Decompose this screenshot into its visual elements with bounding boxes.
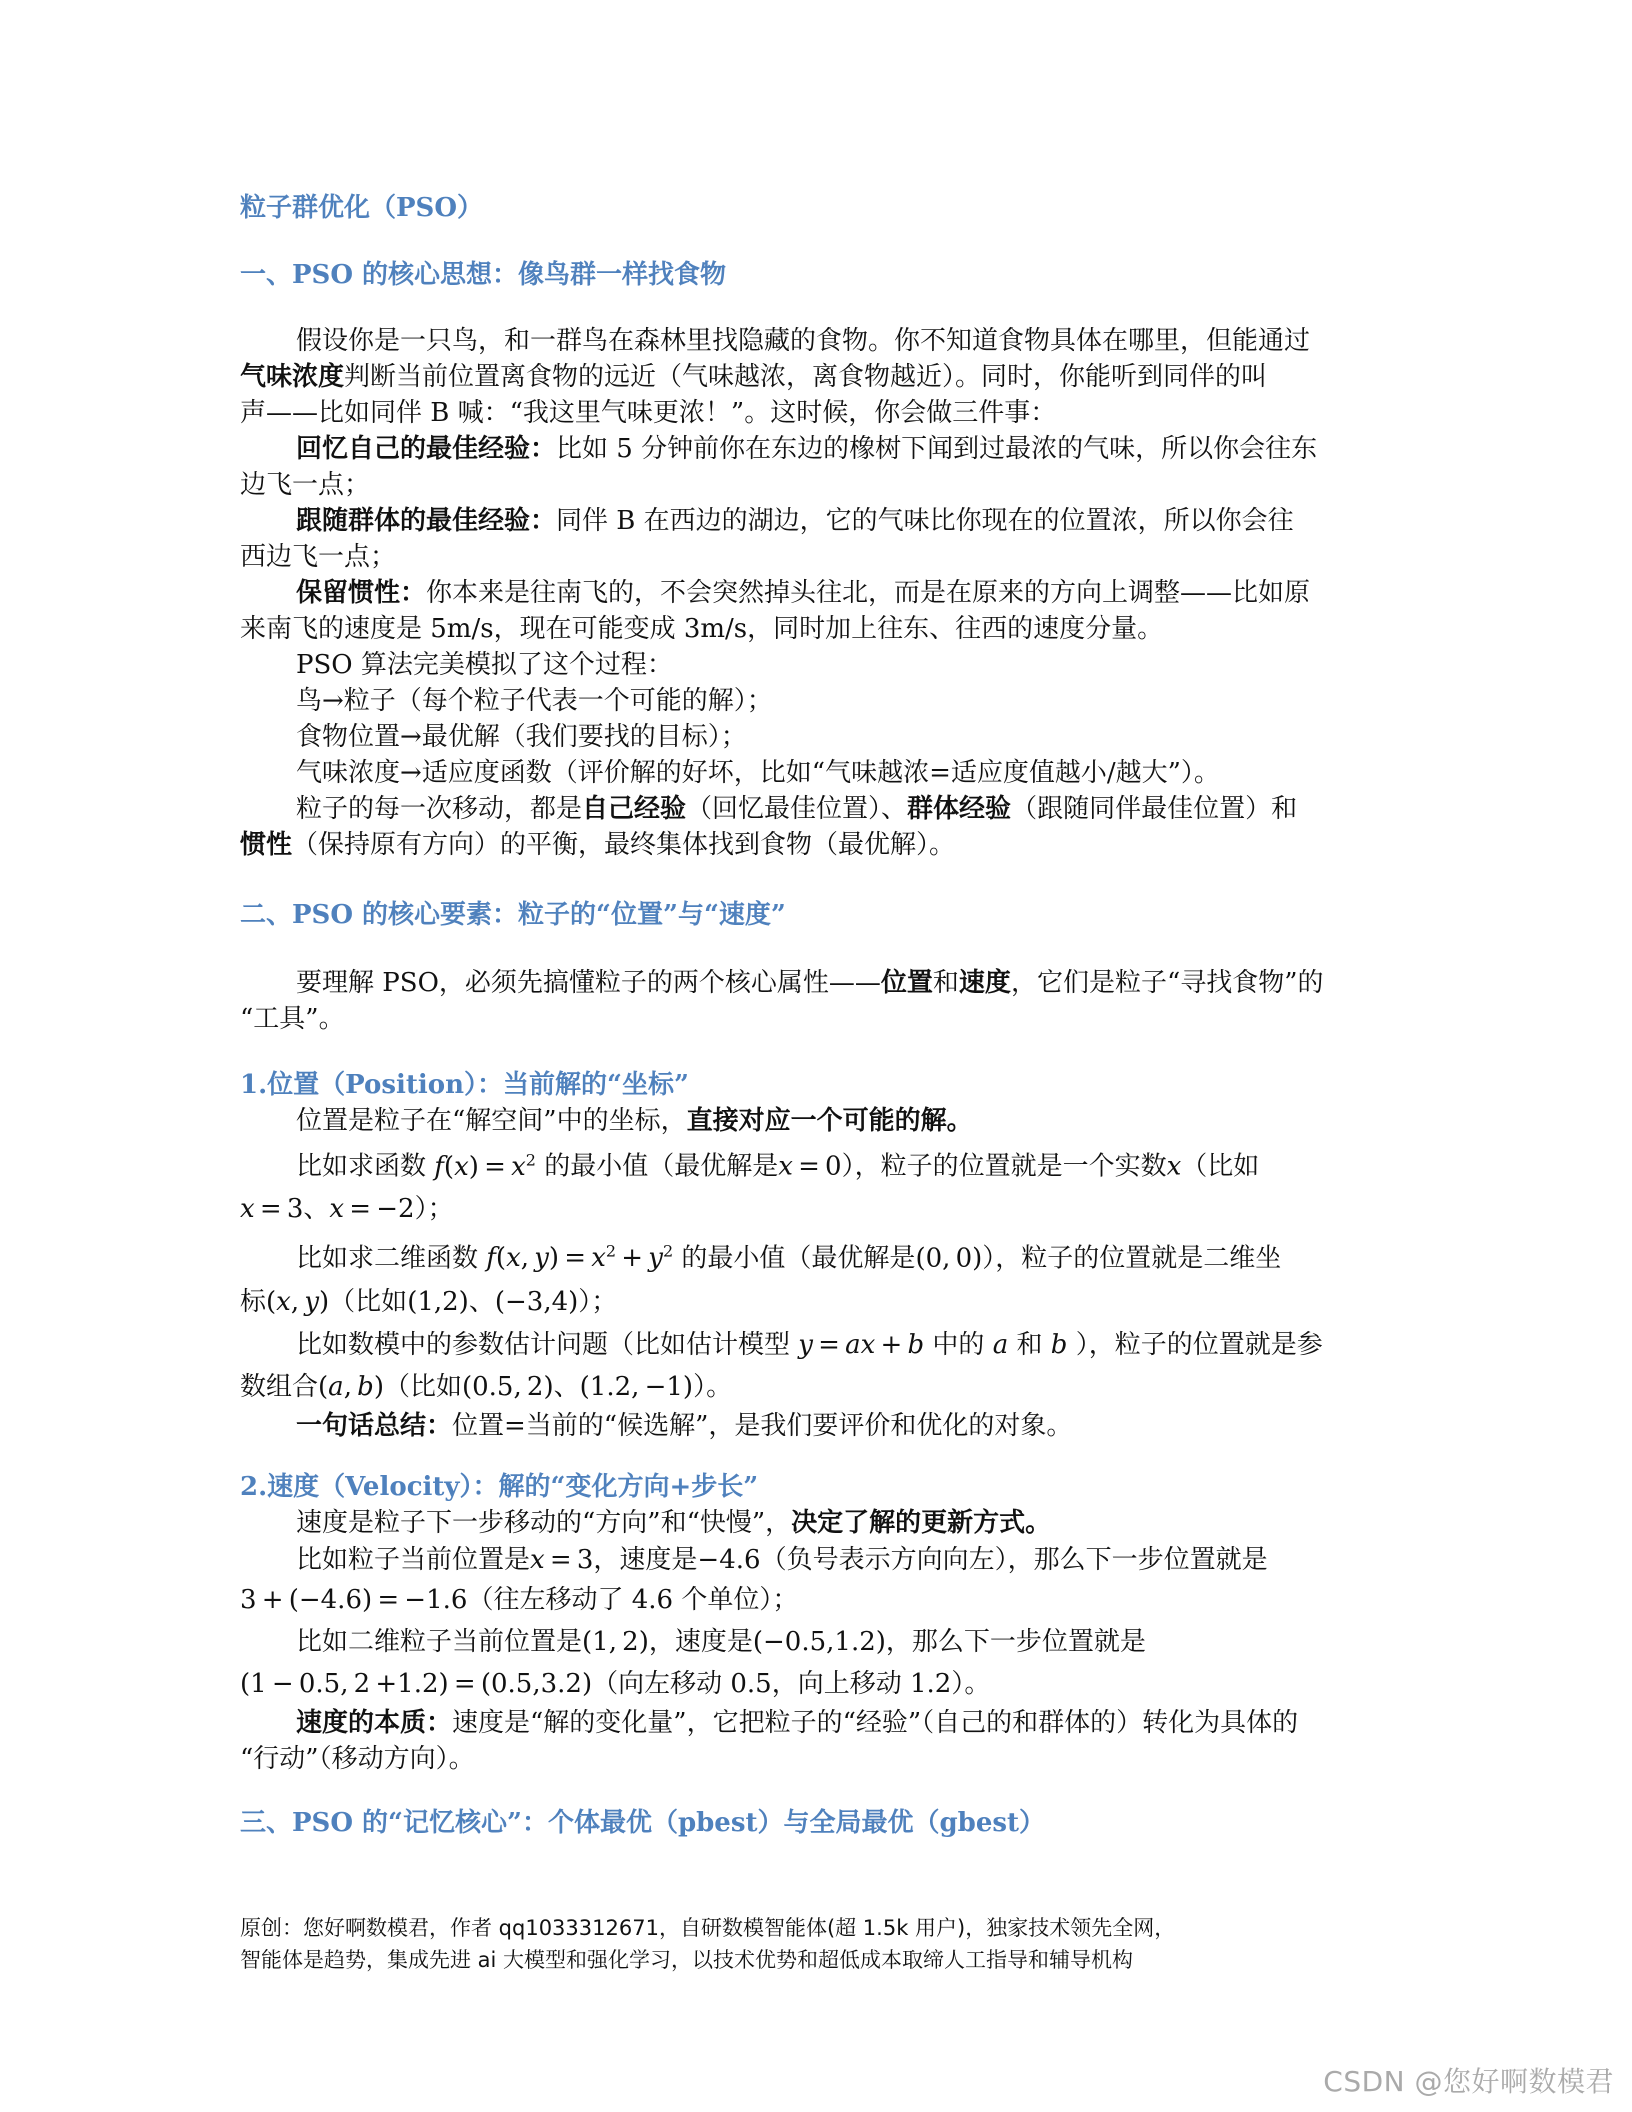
- pos-line-5: [240, 1280, 1392, 1324]
- item-1: [240, 431, 1392, 467]
- pos-3g: ）；: [578, 1287, 618, 1318]
- intro-line-3: 声——比如同伴 B 喊：“我这里气味更浓！”。这时候，你会做三件事：: [240, 398, 1057, 428]
- s2-intro-a: 要理解 PSO，必须先搞懂粒子的两个核心属性——: [296, 968, 881, 998]
- pos-2b: 的最小值（最优解是: [544, 1151, 779, 1182]
- s2-intro-line-1: [240, 965, 1392, 1001]
- item-3-cont: 来南飞的速度是 5m/s，现在可能变成 3m/s，同时加上往东、往西的速度分量。: [240, 614, 1164, 644]
- pos-1a: 位置是粒子在“解空间”中的坐标，: [296, 1106, 687, 1136]
- pos-line-2: [240, 1139, 1392, 1188]
- pos-3c: ），粒子的位置就是二维坐: [982, 1243, 1282, 1274]
- intro-line-2: [240, 359, 1392, 395]
- item-2-cont: 西边飞一点；: [240, 542, 397, 572]
- formula-vx3: x = 3: [530, 1545, 594, 1575]
- formula-ab: (a, b): [318, 1372, 384, 1403]
- mapping-2: 食物位置→最优解（我们要找的目标）；: [296, 722, 747, 752]
- pos-line-4: [240, 1230, 1392, 1281]
- formula-00: (0, 0): [915, 1243, 983, 1274]
- summary-cont: [240, 827, 1392, 863]
- vel-2b: ，速度是: [593, 1545, 698, 1575]
- footer-line-1: 原创：您好啊数模君，作者 qq1033312671，自研数模智能体(超 1.5k 用户)，独家技术领先全网，: [240, 1916, 1176, 1940]
- vel-2a: 比如粒子当前位置是: [296, 1545, 531, 1575]
- formula-x: x: [1166, 1151, 1182, 1182]
- pos-2f: ）；: [414, 1193, 454, 1224]
- pos-4f: （比如: [383, 1372, 462, 1403]
- formula-fx: $f(x) = x^2$: [434, 1150, 536, 1182]
- pos-4h: ）。: [693, 1372, 733, 1403]
- vel-3c: ，那么下一步位置就是: [885, 1627, 1146, 1657]
- formula-052: (0.5, 2): [461, 1372, 554, 1403]
- item-3: [240, 575, 1392, 611]
- vel-line-5: [240, 1663, 1392, 1705]
- pos-3a: 比如求二维函数: [296, 1243, 479, 1274]
- pos-4a: 比如数模中的参数估计问题（比如估计模型: [296, 1330, 791, 1361]
- item-1-text: 比如 5 分钟前你在东边的橡树下闻到过最浓的气味，所以你会往东: [556, 434, 1318, 464]
- item-2-label: 跟随群体的最佳经验：: [296, 506, 557, 536]
- section-1-heading: 一、PSO 的核心思想：像鸟群一样找食物: [240, 260, 727, 290]
- summary-bold-1: 自己经验: [582, 794, 687, 824]
- formula-m0512: (−0.5,1.2): [752, 1627, 886, 1657]
- section-2-intro: [240, 965, 1392, 1037]
- position-body: [240, 1103, 1392, 1444]
- item-1-cont: 边飞一点；: [240, 470, 371, 500]
- vel-line-4: [240, 1621, 1392, 1663]
- formula-m46: −4.6: [697, 1545, 761, 1575]
- pos-summary-text: 位置=当前的“候选解”，是我们要评价和优化的对象。: [452, 1411, 1073, 1442]
- s2-intro-line-2: “工具”。: [240, 1004, 345, 1034]
- vel-line-1: [240, 1505, 1392, 1541]
- s2-intro-bold-velocity: 速度: [958, 968, 1011, 998]
- item-2-text: 同伴 B 在西边的湖边，它的气味比你现在的位置浓，所以你会往: [556, 506, 1294, 536]
- pos-summary: [240, 1408, 1392, 1444]
- vel-1b: 决定了解的更新方式。: [791, 1508, 1052, 1538]
- formula-x3: x = 3: [240, 1193, 304, 1224]
- summary-bold-2: 群体经验: [907, 794, 1012, 824]
- formula-fxy: f(x, $y) = x^2 + y^2$: [486, 1241, 674, 1274]
- velocity-body: [240, 1505, 1392, 1777]
- formula-next: (1 − 0.5, 2 +1.2) = (0.5,3.2): [240, 1669, 593, 1699]
- summary-text-2: （回忆最佳位置）、: [686, 794, 908, 824]
- pos-4g: 、: [553, 1372, 580, 1403]
- s2-intro-c: ，它们是粒子“寻找食物”的: [1010, 968, 1324, 998]
- section-1-body: [240, 323, 1392, 863]
- formula-x-2: x = −2: [329, 1193, 415, 1224]
- summary-text-1: 粒子的每一次移动，都是: [296, 794, 583, 824]
- summary-text-3: （跟随同伴最佳位置）和: [1011, 794, 1298, 824]
- section-2-heading: 二、PSO 的核心要素：粒子的“位置”与“速度”: [240, 900, 786, 930]
- summary-line: [240, 791, 1392, 827]
- item-3-text: 你本来是往南飞的，不会突然掉头往北，而是在原来的方向上调整——比如原: [426, 578, 1311, 608]
- vel-3b: ，速度是: [648, 1627, 753, 1657]
- pos-2a: 比如求函数: [296, 1151, 427, 1182]
- pos-4b: 中的: [932, 1330, 985, 1361]
- summary-text-4: （保持原有方向）的平衡，最终集体找到食物（最优解）。: [292, 830, 956, 860]
- item-2: [240, 503, 1392, 539]
- vel-summary-label: 速度的本质：: [296, 1708, 453, 1738]
- vel-2c: （负号表示方向向左），那么下一步位置就是: [760, 1545, 1268, 1575]
- vel-line-3: [240, 1579, 1392, 1621]
- pos-line-1: [240, 1103, 1392, 1139]
- formula-12: (1,2): [407, 1287, 469, 1318]
- pos-line-7: [240, 1366, 1392, 1408]
- pos-2e: 、: [303, 1193, 330, 1224]
- pos-line-6: [240, 1324, 1392, 1366]
- doc-title: 粒子群优化（PSO）: [240, 193, 483, 223]
- formula-xy: (x, y): [266, 1287, 330, 1318]
- formula-b: b: [1050, 1330, 1068, 1361]
- vel-summary: [240, 1705, 1392, 1741]
- item-1-label: 回忆自己的最佳经验：: [296, 434, 557, 464]
- formula-3m46: 3 + (−4.6) = −1.6: [240, 1585, 468, 1615]
- pos-line-3: [240, 1188, 1392, 1230]
- formula-v12: (1, 2): [582, 1627, 649, 1657]
- csdn-watermark: CSDN @您好啊数模君: [1323, 2065, 1614, 2098]
- pos-4e: 数组合: [240, 1372, 319, 1403]
- pos-3d: 标: [240, 1287, 267, 1318]
- s2-intro-bold-position: 位置: [880, 968, 933, 998]
- s2-intro-and: 和: [932, 968, 959, 998]
- intro-line-1: 假设你是一只鸟，和一群鸟在森林里找隐藏的食物。你不知道食物具体在哪里，但能通过: [296, 326, 1311, 356]
- summary-bold-3: 惯性: [240, 830, 293, 860]
- pos-4c: 和: [1016, 1330, 1043, 1361]
- pos-3f: 、: [468, 1287, 495, 1318]
- mapping-1: 鸟→粒子（每个粒子代表一个可能的解）；: [296, 686, 773, 716]
- formula-x0: x = 0: [778, 1151, 842, 1182]
- velocity-heading: 2.速度（Velocity）：解的“变化方向+步长”: [240, 1472, 759, 1502]
- footer-line-2: 智能体是趋势，集成先进 ai 大模型和强化学习，以技术优势和超低成本取缔人工指导和辅导机构: [240, 1948, 1134, 1972]
- vel-2d: （往左移动了 4.6 个单位）；: [467, 1585, 799, 1615]
- pos-2c: ），粒子的位置就是一个实数: [841, 1151, 1167, 1182]
- vel-3a: 比如二维粒子当前位置是: [296, 1627, 583, 1657]
- formula-yaxb: y = ax + b: [798, 1330, 925, 1361]
- item-3-label: 保留惯性：: [296, 578, 427, 608]
- section-3-heading: 三、PSO 的“记忆核心”：个体最优（pbest）与全局最优（gbest）: [240, 1808, 1046, 1838]
- mapping-3: 气味浓度→适应度函数（评价解的好坏，比如“气味越浓=适应度值越小/越大”）。: [296, 758, 1220, 788]
- formula-12m1: (1.2, −1): [579, 1372, 694, 1403]
- pos-3b: 的最小值（最优解是: [681, 1243, 916, 1274]
- formula-a: a: [992, 1330, 1009, 1361]
- pos-1b: 直接对应一个可能的解。: [686, 1106, 973, 1136]
- pos-2d: （比如: [1181, 1151, 1260, 1182]
- pos-4d: ），粒子的位置就是参: [1075, 1330, 1323, 1361]
- intro-bold: 气味浓度: [240, 362, 345, 392]
- vel-summary-text: 速度是“解的变化量”，它把粒子的“经验”（自己的和群体的）转化为具体的: [452, 1708, 1299, 1738]
- vel-3d: （向左移动 0.5，向上移动 1.2）。: [592, 1669, 991, 1699]
- vel-1a: 速度是粒子下一步移动的“方向”和“快慢”，: [296, 1508, 792, 1538]
- vel-line-2: [240, 1541, 1392, 1579]
- vel-summary-cont: “行动”（移动方向）。: [240, 1744, 475, 1774]
- pos-3e: （比如: [329, 1287, 408, 1318]
- pos-summary-label: 一句话总结：: [296, 1411, 453, 1442]
- sim-line: PSO 算法完美模拟了这个过程：: [296, 650, 673, 680]
- position-heading: 1.位置（Position）：当前解的“坐标”: [240, 1070, 689, 1100]
- formula-m34: (−3,4): [494, 1287, 579, 1318]
- intro-rest: 判断当前位置离食物的远近（气味越浓，离食物越近）。同时，你能听到同伴的叫: [344, 362, 1268, 392]
- footer: [240, 1912, 1392, 1976]
